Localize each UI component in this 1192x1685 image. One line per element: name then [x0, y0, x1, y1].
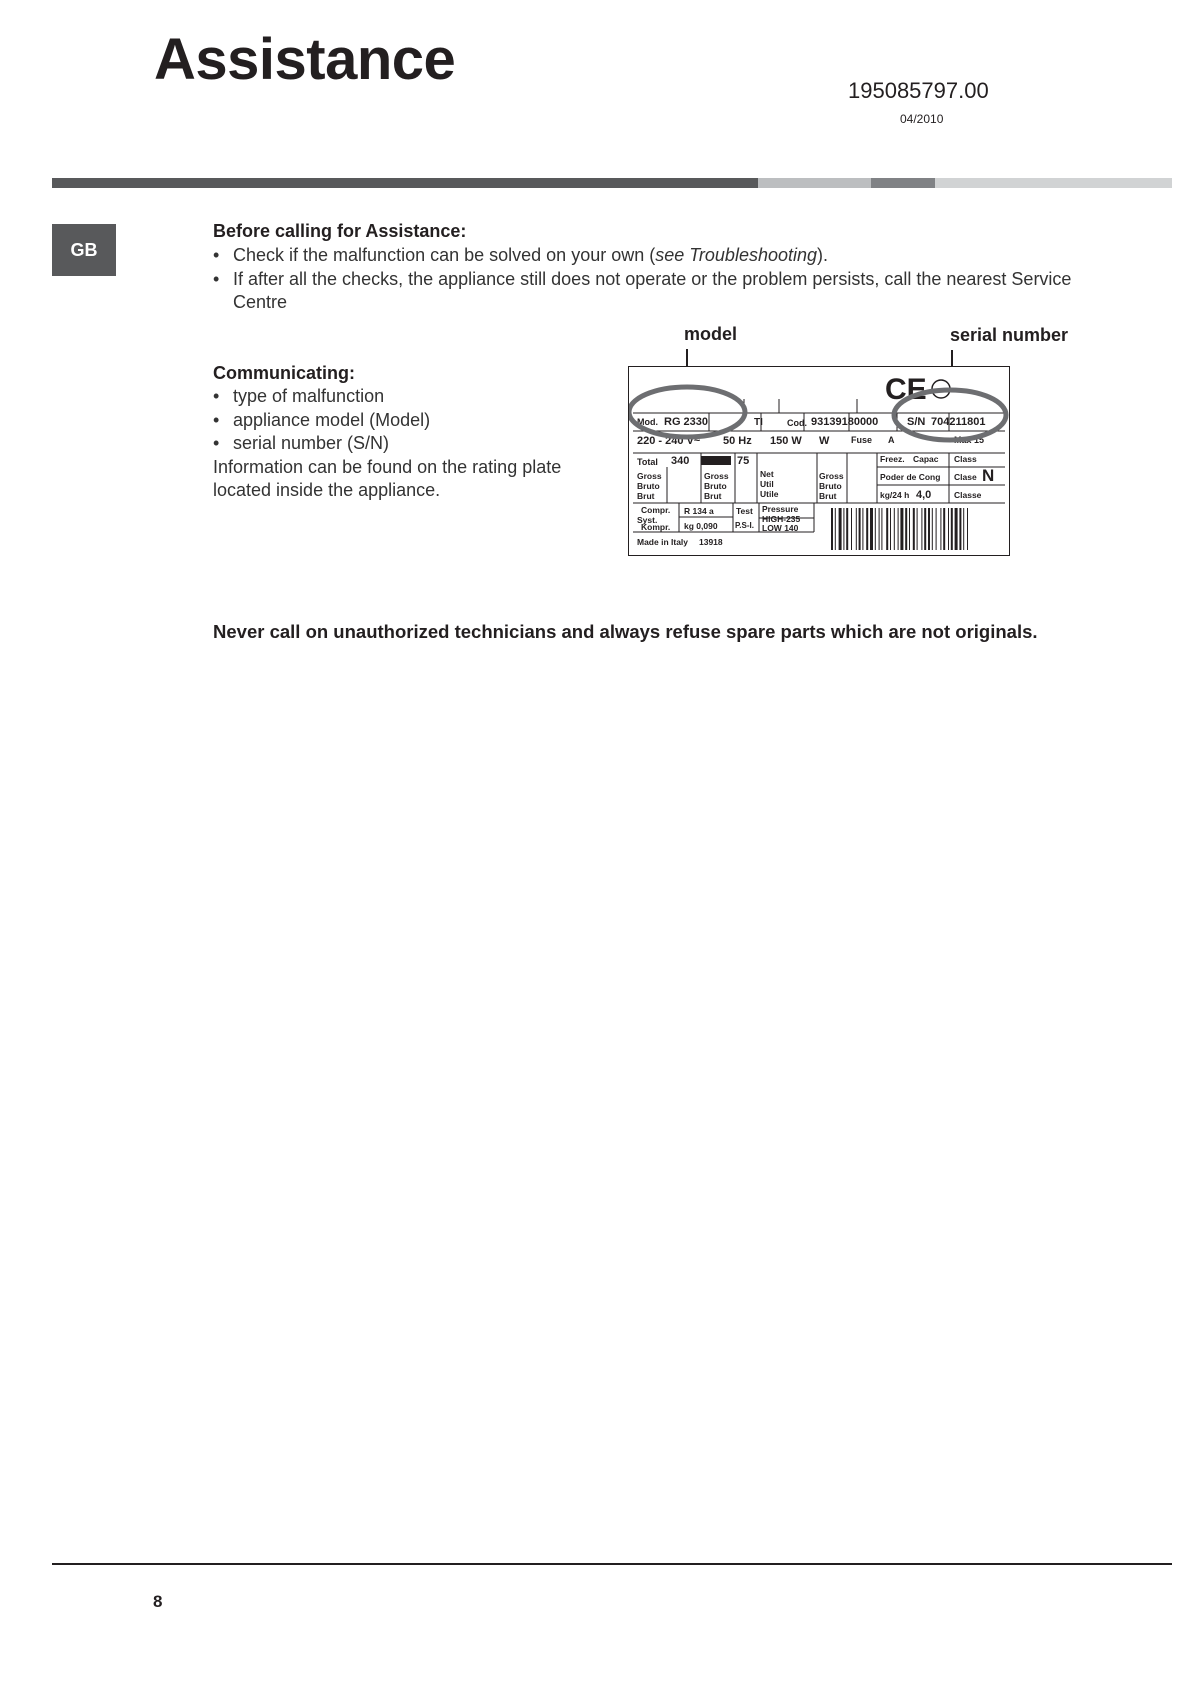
svg-text:Poder de Cong: Poder de Cong — [880, 472, 941, 482]
header-bar-light — [758, 178, 871, 188]
communicating-list — [213, 385, 603, 456]
header-bar-lightest — [935, 178, 1172, 188]
svg-text:Test: Test — [736, 506, 753, 516]
header-bar-dark — [52, 178, 758, 188]
document-date: 04/2010 — [900, 112, 944, 126]
svg-text:Kompr.: Kompr. — [641, 522, 671, 532]
svg-text:13918: 13918 — [699, 537, 723, 547]
communicating-heading: Communicating: — [213, 363, 355, 383]
rating-plate-drawing — [629, 367, 1009, 555]
troubleshooting-reference: see Troubleshooting — [655, 245, 818, 265]
before-calling-heading: Before calling for Assistance: — [213, 221, 467, 241]
svg-text:Bruto: Bruto — [704, 481, 727, 491]
svg-text:S/N: S/N — [907, 416, 926, 428]
svg-text:R 134 a: R 134 a — [684, 506, 714, 516]
svg-text:Syst.: Syst. — [637, 515, 658, 525]
svg-text:Gross: Gross — [704, 471, 729, 481]
svg-text:P.S-I.: P.S-I. — [735, 521, 754, 530]
svg-text:Brut: Brut — [704, 491, 722, 501]
svg-text:Brut: Brut — [637, 491, 655, 501]
svg-text:TI: TI — [754, 417, 763, 428]
model-highlight-ellipse — [629, 387, 745, 437]
svg-text:Capac: Capac — [913, 454, 939, 464]
rating-plate-note: Information can be found on the rating plate located inside the appliance. — [213, 456, 562, 500]
list-item: • serial number (S/N) — [213, 432, 603, 456]
svg-text:150 W: 150 W — [770, 435, 802, 447]
svg-text:Bruto: Bruto — [819, 481, 842, 491]
svg-text:Max 15: Max 15 — [954, 435, 985, 445]
svg-text:Freez.: Freez. — [880, 454, 905, 464]
svg-text:HIGH-235: HIGH-235 — [762, 514, 801, 524]
svg-text:Clase: Clase — [954, 472, 977, 482]
svg-text:Cod.: Cod. — [787, 418, 807, 428]
svg-text:Mod.: Mod. — [637, 417, 658, 427]
svg-text:kg/24 h: kg/24 h — [880, 490, 910, 500]
ce-mark: CE — [885, 373, 927, 406]
svg-text:A: A — [888, 435, 895, 445]
header-bar-mid — [871, 178, 935, 188]
communicating-section — [213, 363, 603, 503]
svg-text:W: W — [819, 435, 830, 447]
document-code: 195085797.00 — [848, 78, 989, 103]
before-calling-list — [213, 244, 1113, 315]
svg-text:Gross: Gross — [637, 471, 662, 481]
list-item: • type of malfunction — [213, 385, 603, 409]
svg-text:50 Hz: 50 Hz — [723, 435, 752, 447]
svg-text:Fuse: Fuse — [851, 435, 873, 445]
before-calling-section — [213, 221, 1113, 315]
rating-plate — [628, 366, 1010, 556]
svg-text:N: N — [982, 466, 995, 485]
svg-text:340: 340 — [671, 455, 690, 467]
list-item: • If after all the checks, the appliance still does not operate or the problem persists, call the nearest Service Centre — [213, 268, 1113, 315]
language-tab: GB — [52, 224, 116, 276]
svg-text:Util: Util — [760, 479, 774, 489]
svg-text:220 - 240 V~: 220 - 240 V~ — [637, 435, 701, 447]
svg-text:Bruto: Bruto — [637, 481, 660, 491]
list-item: • appliance model (Model) — [213, 409, 603, 433]
page-title: Assistance — [154, 27, 456, 92]
svg-text:Net: Net — [760, 469, 774, 479]
svg-text:Pressure: Pressure — [762, 504, 799, 514]
svg-text:Classe: Classe — [954, 490, 982, 500]
svg-text:Gross: Gross — [819, 471, 844, 481]
svg-text:Utile: Utile — [760, 489, 779, 499]
svg-text:Brut: Brut — [819, 491, 837, 501]
warning-text: Never call on unauthorized technicians and always refuse spare parts which are not originals. — [213, 621, 1038, 642]
serial-highlight-ellipse — [894, 390, 1006, 440]
svg-text:4,0: 4,0 — [916, 489, 932, 501]
svg-text:Class: Class — [954, 454, 977, 464]
serial-number-callout: serial number — [950, 325, 1069, 345]
svg-text:75: 75 — [737, 455, 750, 467]
svg-text:Made in Italy: Made in Italy — [637, 537, 689, 547]
svg-text:Compr.: Compr. — [641, 505, 671, 515]
plate-serial-value: 704211801 — [931, 416, 986, 428]
model-callout: model — [684, 324, 738, 344]
barcode — [831, 508, 968, 550]
plate-code-value: 93139180000 — [811, 416, 879, 428]
page-number: 8 — [153, 1592, 163, 1611]
list-item: • Check if the malfunction can be solved on your own (see Troubleshooting). — [213, 244, 1113, 268]
svg-text:kg 0,090: kg 0,090 — [684, 521, 718, 531]
footer-rule — [52, 1563, 1172, 1565]
svg-text:LOW 140: LOW 140 — [762, 523, 799, 533]
plate-model-value: RG 2330 — [664, 416, 709, 428]
svg-text:Total: Total — [637, 457, 658, 467]
